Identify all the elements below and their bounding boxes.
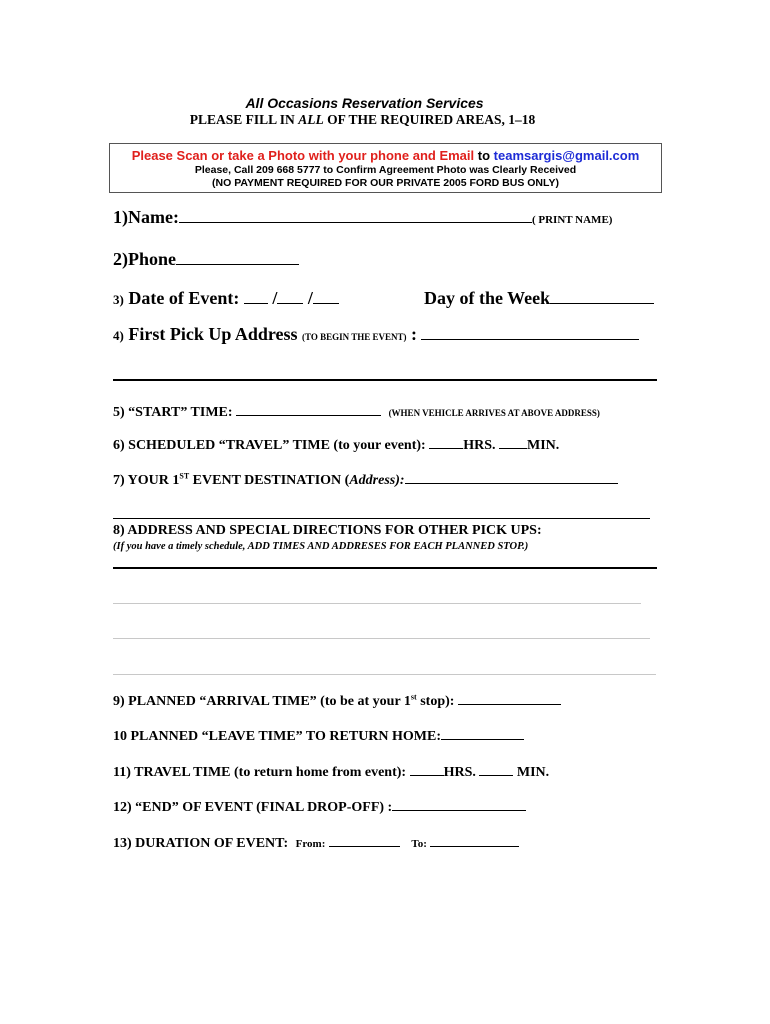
return-min-line[interactable] [479, 761, 513, 776]
scan-text: Please Scan or take a Photo with your phone and Email [131, 148, 475, 163]
field-arrival-time [113, 690, 561, 710]
duration-from: From: [295, 838, 326, 850]
return-hrs: HRS. [443, 765, 476, 780]
notice-box [109, 143, 662, 193]
end-input-line[interactable] [392, 796, 526, 811]
arrival-sup: st [410, 692, 417, 702]
dest-label-addr: Address): [349, 473, 405, 488]
pickup-continuation-line[interactable] [113, 379, 657, 381]
field-end-of-event [113, 796, 526, 816]
duration-from-line[interactable] [329, 832, 400, 847]
dest-label-mid: EVENT DESTINATION ( [189, 473, 350, 488]
return-hrs-line[interactable] [410, 761, 444, 776]
instruction-all: ALL [298, 112, 324, 127]
end-label: 12) “END” OF EVENT (FINAL DROP-OFF) : [113, 800, 393, 815]
other-pickups-line-3[interactable] [113, 638, 650, 639]
phone-label: 2)Phone [113, 249, 176, 269]
other-pickups-note: (If you have a timely schedule, ADD TIMES AND ADDRESES FOR EACH PLANNED STOP.) [113, 541, 529, 552]
instruction-line [0, 112, 725, 128]
travel-hrs: HRS. [463, 438, 496, 453]
arrival-label-post: stop): [416, 694, 455, 709]
travel-min-line[interactable] [499, 434, 527, 449]
travel-hrs-line[interactable] [429, 434, 463, 449]
field-destination [113, 469, 618, 489]
other-pickups-line-1[interactable] [113, 567, 657, 569]
arrival-input-line[interactable] [458, 690, 561, 705]
return-min: MIN. [516, 765, 550, 780]
pickup-num: 4) [113, 328, 124, 343]
other-pickups-line-2[interactable] [113, 603, 641, 604]
duration-to: To: [411, 838, 427, 850]
start-note: (WHEN VEHICLE ARRIVES AT ABOVE ADDRESS) [388, 408, 600, 418]
travel-label: 6) SCHEDULED “TRAVEL” TIME (to your event): [113, 438, 426, 453]
instruction-post: OF THE REQUIRED AREAS, 1–18 [327, 112, 536, 127]
date-slash-2: / [307, 288, 313, 308]
field-day-of-week [424, 288, 654, 309]
dest-input-line[interactable] [405, 469, 618, 484]
field-phone [113, 249, 299, 270]
leave-input-line[interactable] [441, 725, 524, 740]
date-year-line[interactable] [313, 289, 339, 304]
date-day-line[interactable] [277, 289, 303, 304]
dow-label: Day of the Week [424, 288, 551, 308]
start-input-line[interactable] [236, 401, 381, 416]
pickup-input-line[interactable] [421, 325, 639, 340]
field-leave-time [113, 725, 524, 745]
field-date [113, 288, 339, 309]
start-label: 5) “START” TIME: [113, 405, 233, 420]
date-num: 3) [113, 292, 124, 307]
pickup-colon: : [410, 324, 417, 344]
dest-label-pre: 7) YOUR 1 [113, 473, 180, 488]
scan-line [110, 148, 661, 163]
return-label: 11) TRAVEL TIME (to return home from event): [113, 765, 407, 780]
duration-label: 13) DURATION OF EVENT: [113, 836, 289, 851]
travel-min: MIN. [527, 438, 560, 453]
date-label: Date of Event: [128, 288, 240, 308]
company-title: All Occasions Reservation Services [245, 95, 484, 111]
to-word: to [477, 148, 491, 163]
dow-input-line[interactable] [550, 289, 654, 304]
field-name [113, 207, 612, 228]
dest-sup: ST [179, 471, 190, 481]
payment-text: (NO PAYMENT REQUIRED FOR OUR PRIVATE 2005 FORD BUS ONLY) [212, 177, 559, 189]
duration-to-line[interactable] [430, 832, 519, 847]
arrival-label-pre: 9) PLANNED “ARRIVAL TIME” (to be at your 1 [113, 694, 411, 709]
leave-label: 10 PLANNED “LEAVE TIME” TO RETURN HOME: [113, 729, 442, 744]
pickup-note: (TO BEGIN THE EVENT) [302, 332, 407, 342]
field-return-travel [113, 761, 549, 781]
field-other-pickups: 8) ADDRESS AND SPECIAL DIRECTIONS FOR OTHER PICK UPS: [113, 523, 542, 538]
phone-input-line[interactable] [176, 250, 299, 265]
field-pickup [113, 324, 639, 345]
field-start-time [113, 401, 600, 421]
other-pickups-line-4[interactable] [113, 674, 656, 675]
name-label: 1)Name: [113, 207, 179, 227]
print-name-note: ( PRINT NAME) [531, 214, 613, 226]
pickup-label: First Pick Up Address [128, 324, 298, 344]
instruction-pre: PLEASE FILL IN [189, 112, 295, 127]
email-link[interactable]: teamsargis@gmail.com [493, 148, 640, 163]
field-duration [113, 832, 519, 852]
date-slash-1: / [272, 288, 278, 308]
date-month-line[interactable] [244, 289, 268, 304]
name-input-line[interactable] [179, 208, 532, 223]
destination-continuation-line[interactable] [113, 518, 650, 519]
call-text: Please, Call 209 668 5777 to Confirm Agreement Photo was Clearly Received [194, 164, 577, 176]
field-travel-time [113, 434, 559, 454]
